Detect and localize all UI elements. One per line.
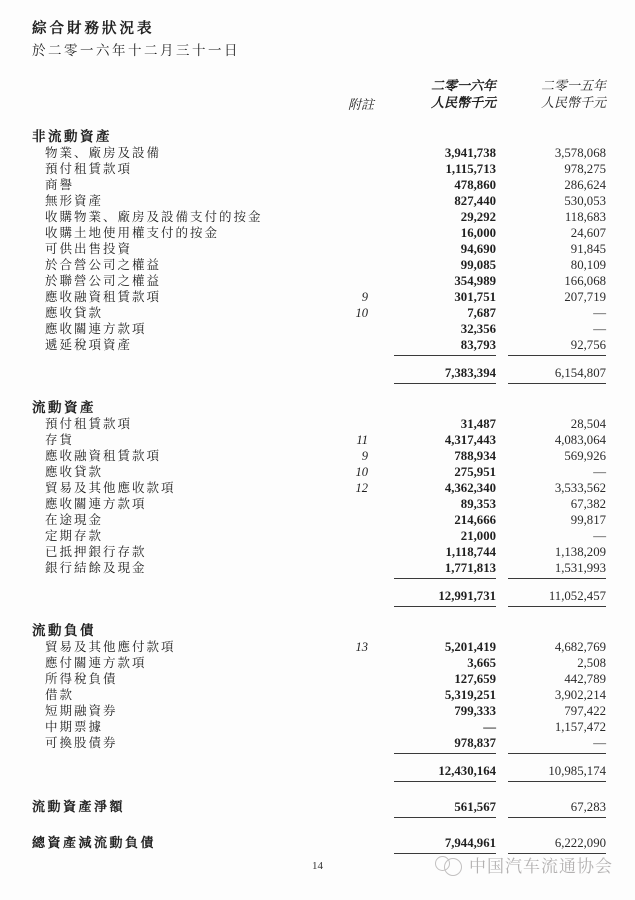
row-value-2015: 4,083,064 — [554, 433, 606, 447]
total-value-2016-value: 7,944,961 — [394, 835, 496, 854]
row-label: 應收貸款 — [45, 465, 104, 479]
row-value-2016: 89,353 — [460, 497, 496, 511]
row-note: 9 — [361, 290, 368, 304]
row-value-2016: 21,000 — [460, 529, 496, 543]
row-label: 於合營公司之權益 — [45, 258, 162, 272]
row-value-2015 — [496, 337, 606, 356]
column-header-2015-unit: 人民幣千元 — [540, 95, 606, 110]
row-value-2016 — [374, 735, 496, 754]
subtotal-2015-value: 11,052,457 — [508, 588, 606, 607]
table-row — [32, 289, 606, 305]
row-value-2016: 4,317,443 — [444, 433, 496, 447]
row-value-2015: 3,578,068 — [554, 146, 606, 160]
section-subtotal-row — [32, 365, 606, 384]
row-note: 11 — [356, 433, 368, 447]
row-label: 所得稅負債 — [45, 672, 118, 686]
row-value-2016: 478,860 — [454, 178, 496, 192]
row-label: 貿易及其他應收款項 — [45, 481, 176, 495]
column-header-note: 附註 — [347, 97, 374, 112]
row-note: 9 — [361, 449, 368, 463]
association-logo-icon — [434, 853, 464, 877]
row-value-2015-value: — — [508, 735, 606, 754]
row-value-2015: 207,719 — [564, 290, 606, 304]
row-value-2016: 354,989 — [454, 274, 496, 288]
row-label: 遞延稅項資產 — [45, 338, 133, 352]
column-header-2015 — [496, 77, 606, 111]
subtotal-2016 — [374, 763, 496, 782]
subtotal-2016-value: 7,383,394 — [394, 365, 496, 384]
table-row — [32, 464, 606, 480]
row-label: 中期票據 — [45, 720, 104, 734]
row-value-2016: 5,201,419 — [444, 640, 496, 654]
row-value-2016: 301,751 — [454, 290, 496, 304]
row-value-2015: 442,789 — [564, 672, 606, 686]
row-value-2015: 530,053 — [564, 194, 606, 208]
row-value-2016: 127,659 — [454, 672, 496, 686]
row-value-2015: 118,683 — [564, 210, 606, 224]
row-value-2016: — — [483, 720, 496, 734]
row-value-2016: 799,333 — [454, 704, 496, 718]
subtotal-2015-value: 10,985,174 — [508, 763, 606, 782]
column-header-2015-year: 二零一五年 — [540, 78, 606, 93]
row-value-2016: 1,115,713 — [445, 162, 496, 176]
row-value-2016: 1,118,744 — [445, 545, 496, 559]
row-value-2016 — [374, 337, 496, 356]
row-value-2015: 4,682,769 — [554, 640, 606, 654]
table-row — [32, 448, 606, 464]
section-header: 非流動資產 — [32, 129, 112, 144]
column-header-2016-unit: 人民幣千元 — [430, 95, 496, 110]
row-value-2015: — — [593, 465, 606, 479]
subtotal-2016-value: 12,991,731 — [394, 588, 496, 607]
table-row — [32, 305, 606, 321]
row-value-2015: 978,275 — [564, 162, 606, 176]
table-row — [32, 225, 606, 241]
row-label: 定期存款 — [45, 529, 104, 543]
table-row — [32, 209, 606, 225]
row-label: 預付租賃款項 — [45, 162, 133, 176]
row-label: 在途現金 — [45, 513, 104, 527]
total-value-2016 — [374, 799, 496, 818]
watermark-label: 中国汽车流通协会 — [469, 857, 613, 876]
row-value-2015: 2,508 — [577, 656, 606, 670]
total-value-2015-value: 6,222,090 — [508, 835, 606, 854]
row-note: 12 — [355, 481, 368, 495]
row-label: 借款 — [45, 688, 75, 702]
total-row — [32, 799, 606, 818]
row-value-2016: 29,292 — [460, 210, 496, 224]
table-row — [32, 145, 606, 161]
row-value-2015: — — [593, 322, 606, 336]
section-subtotal-row — [32, 763, 606, 782]
row-label: 應收關連方款項 — [45, 322, 147, 336]
row-label: 已抵押銀行存款 — [45, 545, 147, 559]
row-value-2015: 24,607 — [570, 226, 606, 240]
table-row — [32, 177, 606, 193]
row-label: 可換股債券 — [45, 736, 118, 750]
subtotal-2015-value: 6,154,807 — [508, 365, 606, 384]
subtotal-2016-value: 12,430,164 — [394, 763, 496, 782]
row-value-2015: — — [593, 529, 606, 543]
row-value-2016: 788,934 — [454, 449, 496, 463]
row-label: 無形資產 — [45, 194, 104, 208]
subtotal-2016 — [374, 365, 496, 384]
total-value-2016-value: 561,567 — [394, 799, 496, 818]
row-value-2016: 827,440 — [454, 194, 496, 208]
subtotal-2015 — [496, 365, 606, 384]
table-row — [32, 703, 606, 719]
row-label: 應付關連方款項 — [45, 656, 147, 670]
row-value-2016: 32,356 — [460, 322, 496, 336]
total-value-2015 — [496, 799, 606, 818]
row-label: 應收融資租賃款項 — [45, 449, 162, 463]
row-value-2015: 3,533,562 — [554, 481, 606, 495]
row-value-2015: 3,902,214 — [554, 688, 606, 702]
table-row — [32, 655, 606, 671]
row-value-2016: 31,487 — [460, 417, 496, 431]
table-row — [32, 257, 606, 273]
row-value-2015: 67,382 — [570, 497, 606, 511]
table-row — [32, 560, 606, 579]
section-header: 流動資產 — [32, 400, 96, 415]
subtotal-2015 — [496, 763, 606, 782]
row-value-2015: 166,068 — [564, 274, 606, 288]
table-row — [32, 432, 606, 448]
table-row — [32, 161, 606, 177]
row-note: 10 — [355, 306, 368, 320]
table-row — [32, 480, 606, 496]
row-label: 預付租賃款項 — [45, 417, 133, 431]
row-label: 應收關連方款項 — [45, 497, 147, 511]
row-value-2016: 3,665 — [467, 656, 496, 670]
row-label: 短期融資券 — [45, 704, 118, 718]
table-row — [32, 321, 606, 337]
row-value-2015: 99,817 — [570, 513, 606, 527]
table-row — [32, 337, 606, 356]
total-label: 流動資產淨額 — [32, 799, 126, 814]
row-value-2016: 7,687 — [467, 306, 496, 320]
row-label: 銀行結餘及現金 — [45, 561, 147, 575]
row-value-2016 — [374, 560, 496, 579]
row-value-2016: 99,085 — [460, 258, 496, 272]
row-label: 收購土地使用權支付的按金 — [45, 226, 220, 240]
column-header-2016 — [374, 77, 496, 111]
row-label: 應收貸款 — [45, 306, 104, 320]
row-value-2015: 91,845 — [570, 242, 606, 256]
table-row — [32, 528, 606, 544]
row-value-2015 — [496, 735, 606, 754]
page-number: 14 — [312, 860, 323, 872]
table-row — [32, 671, 606, 687]
row-value-2015: 286,624 — [564, 178, 606, 192]
table-row — [32, 512, 606, 528]
row-label: 應收融資租賃款項 — [45, 290, 162, 304]
total-label: 總資產減流動負債 — [32, 835, 157, 850]
table-row — [32, 241, 606, 257]
table-row — [32, 735, 606, 754]
table-row — [32, 544, 606, 560]
section-header: 流動負債 — [32, 623, 96, 638]
row-value-2015-value: 92,756 — [508, 337, 606, 356]
row-value-2016: 5,319,251 — [444, 688, 496, 702]
statement-body — [32, 128, 606, 854]
row-value-2016: 3,941,738 — [444, 146, 496, 160]
row-note: 13 — [355, 640, 368, 654]
table-row — [32, 719, 606, 735]
table-row — [32, 639, 606, 655]
row-value-2016: 214,666 — [454, 513, 496, 527]
row-value-2016-value: 1,771,813 — [394, 560, 496, 579]
row-label: 於聯營公司之權益 — [45, 274, 162, 288]
row-value-2016: 4,362,340 — [444, 481, 496, 495]
row-value-2016: 16,000 — [460, 226, 496, 240]
row-label: 貿易及其他應付款項 — [45, 640, 176, 654]
row-value-2016-value: 978,837 — [394, 735, 496, 754]
page-title: 綜合財務狀況表 — [32, 21, 155, 37]
row-value-2015: 80,109 — [570, 258, 606, 272]
row-value-2015: 28,504 — [570, 417, 606, 431]
page-subtitle: 於二零一六年十二月三十一日 — [32, 43, 240, 58]
row-value-2016: 94,690 — [460, 242, 496, 256]
table-row — [32, 687, 606, 703]
row-label: 存貨 — [45, 433, 75, 447]
row-value-2015: 1,157,472 — [554, 720, 606, 734]
subtotal-2015 — [496, 588, 606, 607]
row-label: 物業、廠房及設備 — [45, 146, 162, 160]
row-value-2015-value: 1,531,993 — [508, 560, 606, 579]
total-value-2015-value: 67,283 — [508, 799, 606, 818]
row-value-2015: 797,422 — [564, 704, 606, 718]
subtotal-2016 — [374, 588, 496, 607]
row-note: 10 — [355, 465, 368, 479]
row-label: 收購物業、廠房及設備支付的按金 — [45, 210, 263, 224]
table-row — [32, 193, 606, 209]
table-row — [32, 416, 606, 432]
table-row — [32, 273, 606, 289]
row-value-2015: 1,138,209 — [554, 545, 606, 559]
table-row — [32, 496, 606, 512]
row-value-2016-value: 83,793 — [394, 337, 496, 356]
column-header-2016-year: 二零一六年 — [430, 78, 496, 93]
row-value-2015: — — [593, 306, 606, 320]
row-value-2016: 275,951 — [454, 465, 496, 479]
row-label: 商譽 — [45, 178, 75, 192]
row-value-2015: 569,926 — [564, 449, 606, 463]
watermark — [434, 852, 613, 877]
row-label: 可供出售投資 — [45, 242, 133, 256]
section-subtotal-row — [32, 588, 606, 607]
row-value-2015 — [496, 560, 606, 579]
